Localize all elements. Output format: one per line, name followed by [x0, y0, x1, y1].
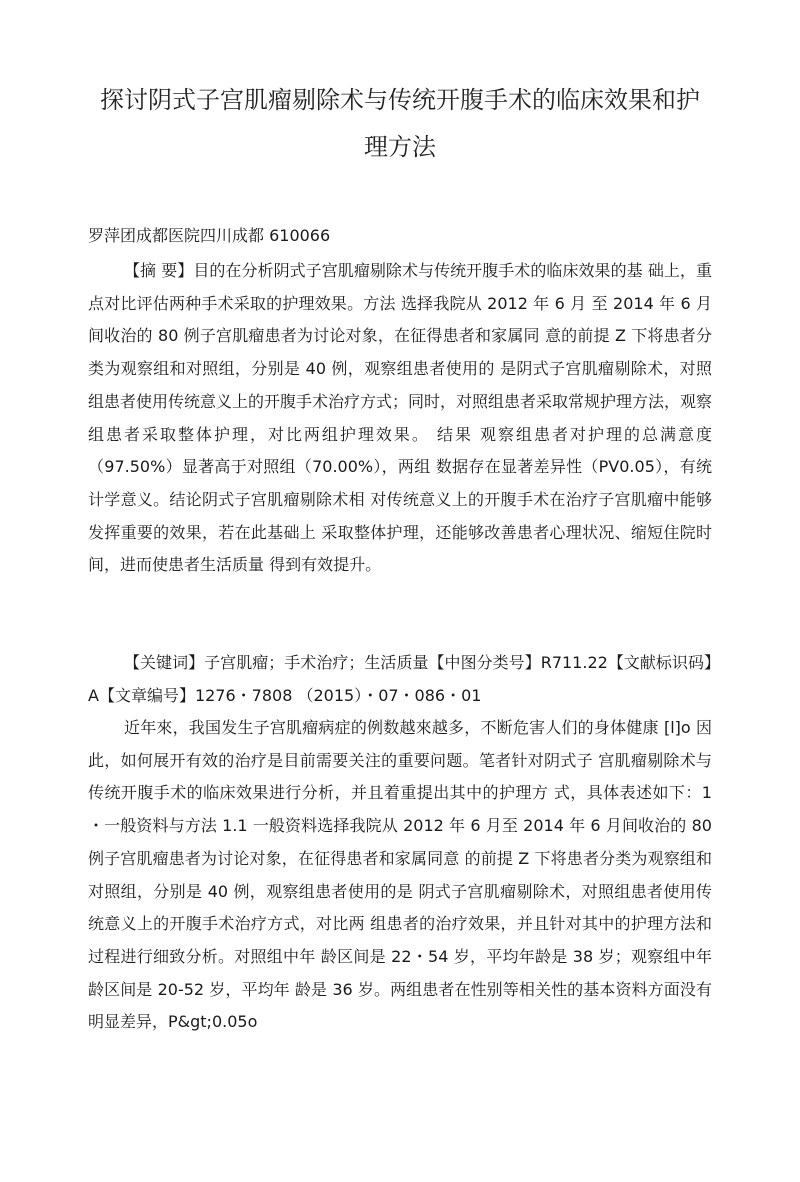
title-line-1: 探讨阴式子宫肌瘤剔除术与传统开腹手术的临床效果和护: [100, 86, 700, 114]
title-line-2: 理方法: [364, 133, 436, 161]
abstract-paragraph: 【摘 要】目的在分析阴式子宫肌瘤剔除术与传统开腹手术的临床效果的基 础上，重点对比评估两种手术采取的护理效果。方法 选择我院从 2012 年 6 月 至 2014 年 6 月间收治的 80 例子宫肌瘤患者为讨论对象，在征得患者和家属同 意的前提 Z 下将患者分类为观察组和对照组，分别是 40 例，观察组患者使用的 是阴式子宫肌瘤剔除术，对照组患者使用传统意义上的开腹手术治疗方式；同时，对照组患者采取常规护理方法，观察组患者采取整体护理，对比两组护理效果。 结果 观察组患者对护理的总满意度（97.50%）显著高于对照组（70.00%），两组 数据存在显著差异性（PV0.05），有统计学意义。结论阴式子宫肌瘤剔除术相 对传统意义上的开腹手术在治疗子宫肌瘤中能够发挥重要的效果，若在此基础上 采取整体护理，还能够改善患者心理状况、缩短住院时间，进而使患者生活质量 得到有效提升。: [88, 261, 713, 575]
body-paragraph: 近年來，我国发生子宫肌瘤病症的例数越來越多，不断危害人们的身体健康 [l]o 因此，如何展开有效的治疗是目前需要关注的重要问题。笔者针对阴式子 宫肌瘤剔除术与传统开腹手术的临床效果进行分析，并且着重提出其中的护理方 式，具体表述如下：1 ・一般资料与方法 1.1 一般资料选择我院从 2012 年 6 月至 2014 年 6 月间收治的 80 例子宫肌瘤患者为讨论对象，在征得患者和家属同意 的前提 Z 下将患者分类为观察组和对照组，分别是 40 例，观察组患者使用的是 阴式子宫肌瘤剔除术，对照组患者使用传统意义上的开腹手术治疗方式，对比两 组患者的治疗效果，并且针对其中的护理方法和过程进行细致分析。对照组中年 龄区间是 22・54 岁，平均年龄是 38 岁；观察组中年龄区间是 20-52 岁，平均年 龄是 36 岁。两组患者在性别等相关性的基本资料方面没有明显差异，P&gt;0.05o: [88, 718, 712, 1032]
keywords-paragraph: 【关键词】子宫肌瘤；手术治疗；生活质量【中图分类号】R711.22【文献标识码】A【文章编号】1276・7808 （2015）・07・086・01: [88, 653, 712, 705]
author-affiliation: 罗萍团成都医院四川成都 610066: [88, 226, 331, 245]
